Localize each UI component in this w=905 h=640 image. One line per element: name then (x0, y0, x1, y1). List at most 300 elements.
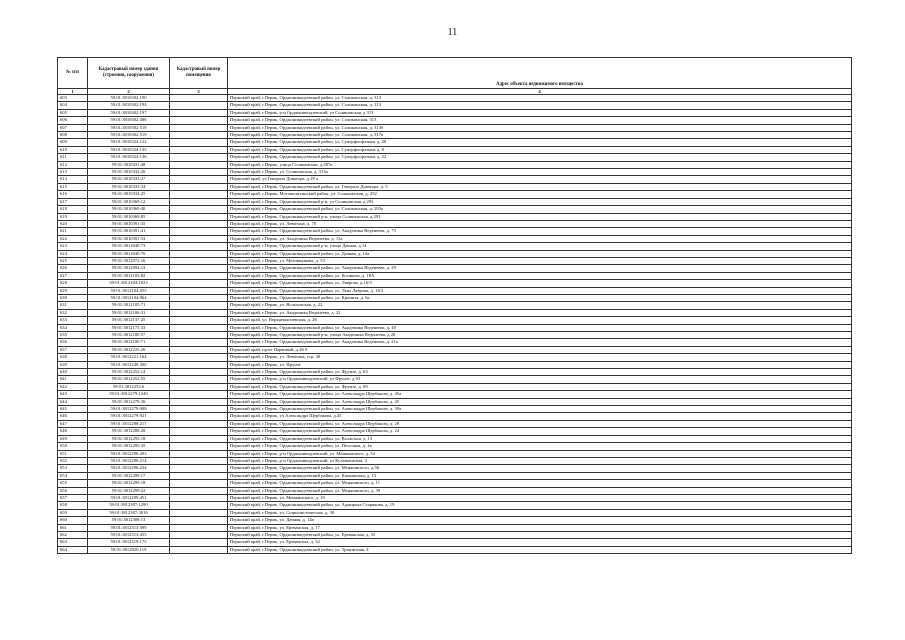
property-address: Пермский край, г.Пермь, улица Соликамская, д.287в (228, 161, 852, 168)
table-row (58, 428, 852, 435)
building-cadastral-number: 59:01:3812279:921 (88, 413, 170, 420)
premises-cadastral-number (170, 472, 228, 479)
row-number: 622 (58, 235, 88, 242)
property-address: Пермский край, ул.Генерала Доватора, д.28 а (228, 176, 852, 183)
premises-cadastral-number (170, 102, 228, 109)
premises-cadastral-number (170, 324, 228, 331)
table-row (58, 191, 852, 198)
row-number: 620 (58, 220, 88, 227)
property-address: Пермский край, г.Пермь, ул. Менжинского, д. 19 (228, 494, 852, 501)
premises-cadastral-number (170, 450, 228, 457)
premises-cadastral-number (170, 117, 228, 124)
row-number: 636 (58, 339, 88, 346)
table-row (58, 206, 852, 213)
table-row (58, 480, 852, 487)
property-address: Пермский край, г.Пермь, Орджоникидзевский район, ул. Лаврова, д.16/3 (228, 280, 852, 287)
building-cadastral-number: 59:01:3812180:57 (88, 332, 170, 339)
premises-cadastral-number (170, 361, 228, 368)
header-premises-cadastral: Кадастровый номер помещения (170, 58, 228, 89)
property-address: Пермский край, г.Пермь, р-н Орджоникидзевский, ул. Менжинского, д. 54 (228, 450, 852, 457)
row-number: 613 (58, 169, 88, 176)
property-address: Пермский край, г.Пермь, р-н Орджоникидзевский, ул Соликамская, д 313 (228, 109, 852, 116)
premises-cadastral-number (170, 457, 228, 464)
table-row (58, 339, 852, 346)
premises-cadastral-number (170, 146, 228, 153)
building-cadastral-number: 59:01:3812299:18 (88, 480, 170, 487)
row-number: 606 (58, 117, 88, 124)
table-row (58, 243, 852, 250)
table-row (58, 213, 852, 220)
page-number: 11 (447, 27, 458, 38)
row-number: 642 (58, 383, 88, 390)
building-cadastral-number: 59:01:3810302:518 (88, 124, 170, 131)
building-cadastral-number: 59:01:3812296:214 (88, 457, 170, 464)
column-number: 4 (228, 89, 852, 95)
property-address: Пермский край, г.Пермь, Орджоникидзевский район, ул. Кронита, д. 6а (228, 294, 852, 301)
column-number: 1 (58, 89, 88, 95)
premises-cadastral-number (170, 391, 228, 398)
table-row (58, 102, 852, 109)
building-cadastral-number: 59:01:3812307:3016 (88, 509, 170, 516)
building-cadastral-number: 59:01:3812296:234 (88, 465, 170, 472)
building-cadastral-number: 59:01:3812137:25 (88, 317, 170, 324)
table-row (58, 257, 852, 264)
column-number: 3 (170, 89, 228, 95)
row-number: 609 (58, 139, 88, 146)
building-cadastral-number: 59:01:3812279:908 (88, 406, 170, 413)
row-number: 617 (58, 198, 88, 205)
table-row (58, 287, 852, 294)
table-row (58, 154, 852, 161)
property-address: Пермский край, г.Пермь, Орджоникидзевский район, ул. Академика Веденеева, д. 40 (228, 324, 852, 331)
row-number: 632 (58, 309, 88, 316)
row-number: 611 (58, 154, 88, 161)
property-address: Пермский край, г.Пермь, ул. Меховщикова, д. 53 (228, 257, 852, 264)
row-number: 643 (58, 391, 88, 398)
table-row (58, 524, 852, 531)
row-number: 660 (58, 517, 88, 524)
property-address: Пермский край, г.Пермь, Орджоникидзевский район, ул. Камышская, д. 13 (228, 472, 852, 479)
premises-cadastral-number (170, 531, 228, 538)
building-cadastral-number: 59:01:3810333:34 (88, 183, 170, 190)
premises-cadastral-number (170, 228, 228, 235)
building-cadastral-number: 59:01:3812288:28 (88, 428, 170, 435)
row-number: 661 (58, 524, 88, 531)
header-number: № п/п (58, 58, 88, 89)
table-row (58, 302, 852, 309)
premises-cadastral-number (170, 176, 228, 183)
premises-cadastral-number (170, 435, 228, 442)
table-row (58, 450, 852, 457)
property-address: Пермский край, г.Пермь, Орджоникидзевский район, ул. Академика Веденеева, д. 21а (228, 339, 852, 346)
property-address: Пермский край, г.Пермь, Орджоникидзевский район, ул. Соликамская, д. 317в (228, 132, 852, 139)
row-number: 618 (58, 206, 88, 213)
building-cadastral-number: 59:01:3810369:85 (88, 213, 170, 220)
property-address: Пермский край, г.Пермь, Орджоникидзевский район, ул. Суперфосфатная, д. 22 (228, 154, 852, 161)
premises-cadastral-number (170, 517, 228, 524)
table-header-row (58, 58, 852, 89)
row-number: 648 (58, 428, 88, 435)
row-number: 663 (58, 539, 88, 546)
row-number: 635 (58, 332, 88, 339)
premises-cadastral-number (170, 354, 228, 361)
building-cadastral-number: 59:01:3810369:12 (88, 198, 170, 205)
table-row (58, 443, 852, 450)
building-cadastral-number: 59:01:3812094:13 (88, 265, 170, 272)
row-number: 605 (58, 109, 88, 116)
property-address: Пермский край, г.Пермь, р-н Орджоникидзевский, ул Фрунзе, д 63 (228, 376, 852, 383)
building-cadastral-number: 59:01:3812221:164 (88, 354, 170, 361)
building-cadastral-number: 59:01:3812296:203 (88, 450, 170, 457)
row-number: 657 (58, 494, 88, 501)
property-address: Пермский край, г.Пермь, Орджоникидзевский район, ул. Фрунзе, д. 69 (228, 383, 852, 390)
building-cadastral-number: 59:01:3810333:27 (88, 176, 170, 183)
table-row (58, 250, 852, 257)
row-number: 604 (58, 102, 88, 109)
property-registry-table (57, 57, 852, 554)
building-cadastral-number: 59:01:3810391:35 (88, 220, 170, 227)
building-cadastral-number: 59:01:3810324:136 (88, 154, 170, 161)
premises-cadastral-number (170, 539, 228, 546)
table-row (58, 457, 852, 464)
property-address: Пермский край, г.Пермь, ул. Фрунзе (228, 361, 852, 368)
table-row (58, 369, 852, 376)
building-cadastral-number: 59:01:3812248:300 (88, 361, 170, 368)
row-number: 659 (58, 509, 88, 516)
table-row (58, 324, 852, 331)
premises-cadastral-number (170, 198, 228, 205)
table-row (58, 376, 852, 383)
row-number: 603 (58, 95, 88, 102)
premises-cadastral-number (170, 191, 228, 198)
row-number: 646 (58, 413, 88, 420)
property-address: Пермский край, г.Пермь, ул. Левитана, стр. 30 (228, 354, 852, 361)
table-row (58, 183, 852, 190)
premises-cadastral-number (170, 413, 228, 420)
premises-cadastral-number (170, 332, 228, 339)
row-number: 651 (58, 450, 88, 457)
row-number: 616 (58, 191, 88, 198)
table-row (58, 435, 852, 442)
premises-cadastral-number (170, 546, 228, 553)
row-number: 652 (58, 457, 88, 464)
building-cadastral-number: 59:01:3812820:119 (88, 546, 170, 553)
building-cadastral-number: 59:01:3812299:17 (88, 472, 170, 479)
premises-cadastral-number (170, 272, 228, 279)
building-cadastral-number: 59:01:3812106:31 (88, 309, 170, 316)
property-address: Пермский край, г.Пермь, ул. Соликамская, д. 313а (228, 169, 852, 176)
row-number: 654 (58, 472, 88, 479)
table-row (58, 117, 852, 124)
table-row (58, 132, 852, 139)
premises-cadastral-number (170, 235, 228, 242)
premises-cadastral-number (170, 139, 228, 146)
row-number: 640 (58, 369, 88, 376)
property-address: Пермский край, г.Пермь, ул. Академика Веденеева, д. 13а (228, 235, 852, 242)
table-row (58, 161, 852, 168)
building-cadastral-number: 59:01:3812313:399 (88, 524, 170, 531)
building-cadastral-number: 59:01:3812299:451 (88, 494, 170, 501)
row-number: 634 (58, 324, 88, 331)
building-cadastral-number: 59:01:3812180:71 (88, 339, 170, 346)
table-row (58, 383, 852, 390)
building-cadastral-number: 59:01:3810302:197 (88, 109, 170, 116)
property-address: Пермский край, г.Пермь, ул. Академика Веденеева, д. 22 (228, 309, 852, 316)
premises-cadastral-number (170, 428, 228, 435)
premises-cadastral-number (170, 243, 228, 250)
building-cadastral-number: 59:01:3812279:36 (88, 398, 170, 405)
building-cadastral-number: 59:01:3812103:82 (88, 272, 170, 279)
row-number: 644 (58, 398, 88, 405)
header-address: Адрес объекта недвижимого имущества (228, 58, 852, 89)
table-row (58, 531, 852, 538)
property-address: Пермский край, г.Пермь, Орджоникидзевский район, ул. Менжинского, д. 11 (228, 480, 852, 487)
property-address: Пермский край, г.Пермь, Орджоникидзевский район, ул. Транзитная, 4 (228, 546, 852, 553)
premises-cadastral-number (170, 287, 228, 294)
premises-cadastral-number (170, 443, 228, 450)
building-cadastral-number: 59:01:3812252:6 (88, 383, 170, 390)
building-cadastral-number: 59:01:3812293:18 (88, 435, 170, 442)
row-number: 612 (58, 161, 88, 168)
building-cadastral-number: 59:01:3812225:26 (88, 346, 170, 353)
row-number: 637 (58, 346, 88, 353)
row-number: 625 (58, 257, 88, 264)
property-address: Пермский край, г.Пермь, ул.Александра Щербакова, д.45 (228, 413, 852, 420)
table-row (58, 361, 852, 368)
premises-cadastral-number (170, 250, 228, 257)
table-row (58, 332, 852, 339)
building-cadastral-number: 59:01:3810334:25 (88, 191, 170, 198)
premises-cadastral-number (170, 480, 228, 487)
row-number: 607 (58, 124, 88, 131)
premises-cadastral-number (170, 339, 228, 346)
building-cadastral-number: 59:01:3812288:217 (88, 420, 170, 427)
row-number: 639 (58, 361, 88, 368)
table-row (58, 546, 852, 553)
row-number: 658 (58, 502, 88, 509)
table-row (58, 472, 852, 479)
premises-cadastral-number (170, 494, 228, 501)
property-address: Пермский край, г.Пермь, Орджоникидзевский р-н, улица Дачная, д.14 (228, 243, 852, 250)
table-row (58, 124, 852, 131)
property-address: Пермский край, г.Пермь, Орджоникидзевский район, ул. Суперфосфатная, д. 8 (228, 146, 852, 153)
table-row (58, 465, 852, 472)
table-row (58, 317, 852, 324)
property-address: Пермский край, г.Пермь, ул. Дачная, д. 14а (228, 517, 852, 524)
premises-cadastral-number (170, 309, 228, 316)
table-row (58, 294, 852, 301)
premises-cadastral-number (170, 280, 228, 287)
row-number: 656 (58, 487, 88, 494)
premises-cadastral-number (170, 465, 228, 472)
row-number: 645 (58, 406, 88, 413)
property-address: Пермский край, г.Пермь, Орджоникидзевский район, ул. Фрунзе, д. 63 (228, 369, 852, 376)
premises-cadastral-number (170, 169, 228, 176)
property-address: Пермский край, г.Пермь, Орджоникидзевский р-н, ул Соликамская, д 293 (228, 198, 852, 205)
building-cadastral-number: 59:01:3810369:40 (88, 206, 170, 213)
table-row (58, 139, 852, 146)
premises-cadastral-number (170, 220, 228, 227)
property-address: Пермский край, г.Пермь, Орджоникидзевский район, ул. Дачная, д. 14а (228, 250, 852, 257)
property-address: Пермский край, г.Пермь, Орджоникидзевский район, ул. Адмирала Старикова, д. 19 (228, 502, 852, 509)
property-address: Пермский край, г.Пермь, Орджоникидзевский р-н, улица Соликамская, д.293 (228, 213, 852, 220)
property-address: Пермский край, г.Пермь, Орджоникидзевский район, ул. Суперфосфатная, д. 20 (228, 139, 852, 146)
table-row (58, 198, 852, 205)
row-number: 647 (58, 420, 88, 427)
premises-cadastral-number (170, 132, 228, 139)
table-row (58, 509, 852, 516)
property-address: Пермский край, г.Пермь, Орджоникидзевский район, ул. Академика Веденеева, д. 29 (228, 265, 852, 272)
property-address: Пермский край, г.Пермь, ул. Ереванская, д. 32 (228, 539, 852, 546)
property-address: Пермский край, г.Пермь, Орджоникидзевский район, ул. Александра Щербакова, д. 45 (228, 398, 852, 405)
table-row (58, 346, 852, 353)
row-number: 649 (58, 435, 88, 442)
property-address: Пермский край, г.Пермь, Орджоникидзевский район, ул. Ереванская, д. 35 (228, 531, 852, 538)
row-number: 608 (58, 132, 88, 139)
row-number: 610 (58, 146, 88, 153)
row-number: 631 (58, 302, 88, 309)
premises-cadastral-number (170, 183, 228, 190)
building-cadastral-number: 59:01:3812313:455 (88, 531, 170, 538)
table-row (58, 398, 852, 405)
table-row (58, 354, 852, 361)
premises-cadastral-number (170, 206, 228, 213)
row-number: 638 (58, 354, 88, 361)
building-cadastral-number: 59:01:3812307:1290 (88, 502, 170, 509)
building-cadastral-number: 59:01:3812252:14 (88, 369, 170, 376)
row-number: 626 (58, 265, 88, 272)
premises-cadastral-number (170, 398, 228, 405)
premises-cadastral-number (170, 302, 228, 309)
building-cadastral-number: 59:01:3810302:190 (88, 95, 170, 102)
property-address: Пермский край, г.Пермь, ул. Левитана, д. 70 (228, 220, 852, 227)
row-number: 653 (58, 465, 88, 472)
premises-cadastral-number (170, 524, 228, 531)
building-cadastral-number: 59:01:3812040:73 (88, 243, 170, 250)
table-row (58, 169, 852, 176)
building-cadastral-number: 59:01:3810391:41 (88, 228, 170, 235)
table-row (58, 95, 852, 102)
premises-cadastral-number (170, 369, 228, 376)
building-cadastral-number: 59:01:3810324:135 (88, 146, 170, 153)
premises-cadastral-number (170, 294, 228, 301)
table-row (58, 413, 852, 420)
table-row (58, 228, 852, 235)
premises-cadastral-number (170, 154, 228, 161)
row-number: 641 (58, 376, 88, 383)
table-row (58, 265, 852, 272)
building-cadastral-number: 59:01:3810302:386 (88, 117, 170, 124)
row-number: 615 (58, 183, 88, 190)
building-cadastral-number: 59:01:3812308:13 (88, 517, 170, 524)
property-address: Пермский край, г.Пермь, Орджоникидзевский район, ул. Александра Щербакова, д. 28 (228, 420, 852, 427)
property-address: Пермский край, г.Пермь, Мотовилихинский район, ул. Соликамская, д. 252 (228, 191, 852, 198)
building-cadastral-number: 59:01:3812105:71 (88, 302, 170, 309)
row-number: 629 (58, 287, 88, 294)
building-cadastral-number: 59:01:3810302:194 (88, 102, 170, 109)
property-address: Пермский край, г.Пермь, Орджоникидзевский район, ул. Песочная, д. 1в (228, 443, 852, 450)
building-cadastral-number: 59:01:3812319:175 (88, 539, 170, 546)
premises-cadastral-number (170, 346, 228, 353)
premises-cadastral-number (170, 406, 228, 413)
table-row (58, 220, 852, 227)
table-body (58, 95, 852, 554)
building-cadastral-number: 59:01:3812104:1023 (88, 280, 170, 287)
property-address: Пермский край, г.Пермь, Орджоникидзевский район, ул. Соликамская, д. 313б (228, 124, 852, 131)
table-row (58, 391, 852, 398)
property-address: Пермский край, г.Пермь, Орджоникидзевский район, ул. Волжская, д. 13 (228, 435, 852, 442)
property-address: Пермский край, г.Пермь, Орджоникидзевский район, ул. Соликамская, д. 313 (228, 102, 852, 109)
premises-cadastral-number (170, 376, 228, 383)
premises-cadastral-number (170, 420, 228, 427)
row-number: 633 (58, 317, 88, 324)
building-cadastral-number: 59:01:3812104:955 (88, 287, 170, 294)
column-number: 2 (88, 89, 170, 95)
premises-cadastral-number (170, 509, 228, 516)
table-row (58, 487, 852, 494)
property-address: Пермский край, г.Пермь, Орджоникидзевский район, ул. Соликамская, д. 313 (228, 95, 852, 102)
building-cadastral-number: 59:01:3812252:55 (88, 376, 170, 383)
property-address: Пермский край, г.Пермь, Орджоникидзевский район, ул. Менжинского, д.56 (228, 465, 852, 472)
table-row (58, 280, 852, 287)
premises-cadastral-number (170, 502, 228, 509)
table-row (58, 539, 852, 546)
table-row (58, 309, 852, 316)
table-row (58, 146, 852, 153)
property-address: Пермский край, ул. Верхнекыгиевская, д. 26 (228, 317, 852, 324)
row-number: 623 (58, 243, 88, 250)
table-row (58, 235, 852, 242)
property-address: Пермский край, г.Пермь, Орджоникидзевский район, ул. Академика Веденеева, д. 73 (228, 228, 852, 235)
table-row (58, 109, 852, 116)
property-address: Пермский край, г.Пермь, Орджоникидзевский район, ул. Косякова, д. 18А (228, 272, 852, 279)
property-address: Пермский край, г.Пермь, ул. Ереванская, д. 17 (228, 524, 852, 531)
building-cadastral-number: 59:01:3812072:16 (88, 257, 170, 264)
building-cadastral-number: 59:01:3812104:964 (88, 294, 170, 301)
row-number: 621 (58, 228, 88, 235)
row-number: 630 (58, 294, 88, 301)
premises-cadastral-number (170, 109, 228, 116)
property-address: Пермский край, г.Пермь, Орджоникидзевский район, ул. Александра Щербакова, д. 39а (228, 406, 852, 413)
building-cadastral-number: 59:01:3812295:35 (88, 443, 170, 450)
property-address: Пермский край, г.Пермь, Орджоникидзевский район, ул. Александра Щербакова, д. 45а (228, 391, 852, 398)
row-number: 664 (58, 546, 88, 553)
table-row (58, 420, 852, 427)
table-row (58, 272, 852, 279)
table-row (58, 406, 852, 413)
table-row (58, 494, 852, 501)
property-address: Пермский край, г.Пермь, Орджоникидзевский район, ул. Льва Лаврова, д. 16/3 (228, 287, 852, 294)
property-address: Пермский край, г.Пермь, Орджоникидзевский район, ул. Соликамская, 313 (228, 117, 852, 124)
row-number: 627 (58, 272, 88, 279)
table-row (58, 517, 852, 524)
table-row (58, 176, 852, 183)
premises-cadastral-number (170, 383, 228, 390)
property-address: Пермский край, г.Пермь, Орджоникидзевский район, ул. Менжинского, д. 39 (228, 487, 852, 494)
property-address: Пермский край, пр-кт Парковый, д.26 б (228, 346, 852, 353)
row-number: 624 (58, 250, 88, 257)
row-number: 614 (58, 176, 88, 183)
property-address: Пермский край, г.Пермь, ул. Социалистическая, д. 30 (228, 509, 852, 516)
premises-cadastral-number (170, 213, 228, 220)
building-cadastral-number: 59:01:3812279:1240 (88, 391, 170, 398)
property-address: Пермский край, г.Пермь, Орджоникидзевский район, ул. Соликамская, д. 293а (228, 206, 852, 213)
row-number: 655 (58, 480, 88, 487)
property-address: Пермский край, г.Пермь, ул. Вольховская, д. 22 (228, 302, 852, 309)
premises-cadastral-number (170, 161, 228, 168)
building-cadastral-number: 59:01:3810324:122 (88, 139, 170, 146)
premises-cadastral-number (170, 257, 228, 264)
